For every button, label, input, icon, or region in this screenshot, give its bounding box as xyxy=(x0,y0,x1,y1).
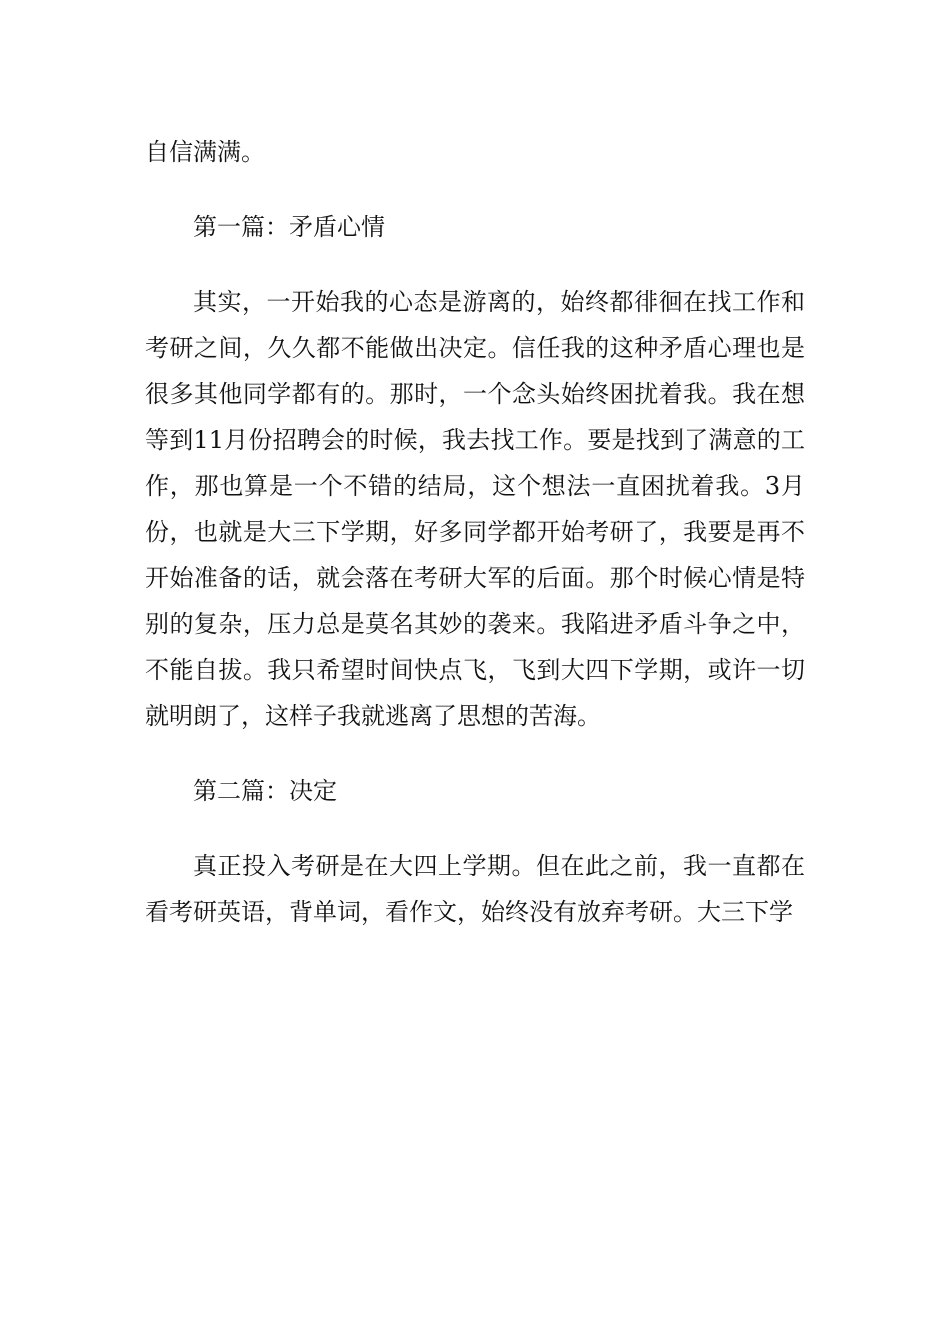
paragraph-section-1: 其实，一开始我的心态是游离的，始终都徘徊在找工作和考研之间，久久都不能做出决定。信任我的这种矛盾心理也是很多其他同学都有的。那时，一个念头始终困扰着我。我在想等到11月份招聘会的时候，我去找工作。要是找到了满意的工作，那也算是一个不错的结局，这个想法一直困扰着我。3月份，也就是大三下学期，好多同学都开始考研了，我要是再不开始准备的话，就会落在考研大军的后面。那个时候心情是特别的复杂，压力总是莫名其妙的袭来。我陷进矛盾斗争之中，不能自拔。我只希望时间快点飞，飞到大四下学期，或许一切就明朗了，这样子我就逃离了思想的苦海。 xyxy=(145,288,805,730)
section-heading-2: 第二篇：决定 xyxy=(193,777,337,805)
paragraph-intro-ending: 自信满满。 xyxy=(145,138,265,166)
document-body xyxy=(145,129,805,964)
paragraph-section-2: 真正投入考研是在大四上学期。但在此之前，我一直都在看考研英语，背单词，看作文，始终没有放弃考研。大三下学 xyxy=(145,852,805,926)
section-heading-1: 第一篇：矛盾心情 xyxy=(193,213,385,241)
